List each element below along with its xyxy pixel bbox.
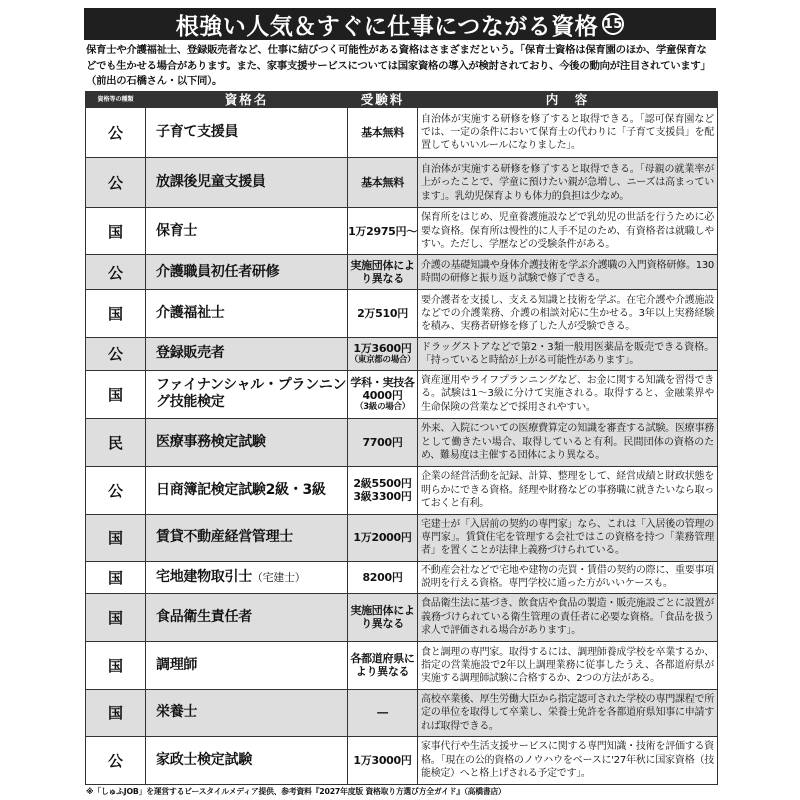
cell-kind: 国	[86, 593, 146, 641]
header-name: 資格名	[146, 92, 348, 108]
cell-description: 企業の経営活動を記録、計算、整理をして、経営成績と財政状態を明らかにできる資格。経理や財務などの事務職に就きたいなら取っておくと有利。	[418, 466, 718, 514]
cell-name	[146, 561, 348, 593]
cell-name	[146, 370, 348, 418]
cell-kind: 民	[86, 418, 146, 466]
qualification-name: 調理師	[156, 656, 198, 673]
table-row	[86, 514, 718, 561]
cell-kind: 公	[86, 108, 146, 158]
cell-name	[146, 466, 348, 514]
qualification-name: 食品衛生責任者	[156, 608, 252, 625]
cell-kind: 国	[86, 514, 146, 561]
cell-name	[146, 290, 348, 338]
table-row	[86, 338, 718, 370]
exam-fee: 実施団体により異なる	[350, 259, 415, 286]
cell-fee	[348, 290, 418, 338]
exam-fee: 各都道府県により異なる	[350, 652, 415, 679]
qualification-name: ファイナンシャル・プランニング技能検定	[156, 377, 347, 411]
table-header-row	[86, 92, 718, 108]
cell-name	[146, 641, 348, 689]
cell-fee	[348, 418, 418, 466]
cell-description: 不動産会社などで宅地や建物の売買・賃借の契約の際に、重要事項説明を行える資格。専門学校に通った方がいいケースも。	[418, 561, 718, 593]
qualification-name: 医療事務検定試験	[156, 433, 266, 450]
cell-kind: 公	[86, 466, 146, 514]
qualification-name: 介護職員初任者研修	[156, 263, 280, 280]
header-fee: 受験料	[348, 92, 418, 108]
cell-kind: 公	[86, 255, 146, 290]
exam-fee: 実施団体により異なる	[350, 604, 415, 631]
qualification-name: 栄養士	[156, 704, 198, 721]
cell-description: 自治体が実施する研修を修了すると取得できる。「母親の就業率が上がったことで、学童に預けたい親が急増し、ニーズは高まっています」。乳幼児保育よりも体力的負担は少なめ。	[418, 158, 718, 208]
exam-fee-note: （3級の場合）	[355, 402, 410, 413]
qualification-name: 登録販売者	[156, 345, 225, 362]
cell-description: 高校卒業後、厚生労働大臣から指定認可された学校の専門課程で所定の単位を取得して卒業し、栄養士免許を各都道府県知事に申請すれば取得できる。	[418, 690, 718, 737]
cell-description: 資産運用やライフプランニングなど、お金に関する知識を習得できる。試験は1～3級に分けて実施される。取得すると、金融業界や生命保険の営業などで採用されやすい。	[418, 370, 718, 418]
cell-fee	[348, 370, 418, 418]
cell-fee	[348, 208, 418, 255]
cell-kind: 国	[86, 641, 146, 689]
table-row	[86, 255, 718, 290]
cell-name	[146, 418, 348, 466]
cell-name	[146, 514, 348, 561]
cell-description: ドラッグストアなどで第2・3類一般用医薬品を販売できる資格。「持っていると時給が上がる可能性があります」。	[418, 338, 718, 370]
cell-name	[146, 690, 348, 737]
qualification-name: 家政士検定試験	[156, 751, 252, 768]
header-desc: 内 容	[418, 92, 718, 108]
exam-fee: 1万2000円	[353, 531, 412, 545]
exam-fee: 1万3000円	[353, 753, 412, 767]
qualifications-table	[85, 91, 718, 785]
cell-fee	[348, 158, 418, 208]
page-title-text: 根強い人気＆すぐに仕事につながる資格	[175, 13, 599, 40]
qualification-name: 子育て支援員	[156, 124, 239, 141]
cell-name	[146, 208, 348, 255]
qualification-name: 賃貸不動産経営管理士	[156, 529, 293, 546]
cell-kind: 国	[86, 290, 146, 338]
cell-description: 食品衛生法に基づき、飲食店や食品の製造・販売施設ごとに設置が義務づけられている衛生管理の責任者に必要な資格。「食品を扱う求人で評価される場合があります」。	[418, 593, 718, 641]
cell-fee	[348, 736, 418, 784]
table-row	[86, 466, 718, 514]
table-row	[86, 641, 718, 689]
cell-fee	[348, 593, 418, 641]
cell-kind: 国	[86, 208, 146, 255]
table-row	[86, 158, 718, 208]
cell-name	[146, 338, 348, 370]
cell-name	[146, 255, 348, 290]
qualification-name-sub: （宅建士）	[251, 570, 306, 584]
exam-fee: 2級5500円 3級3300円	[353, 477, 412, 504]
table-row	[86, 690, 718, 737]
cell-fee	[348, 641, 418, 689]
header-kind: 資格等の種類	[86, 92, 146, 108]
exam-fee: 2万510円	[357, 307, 408, 321]
cell-description: 要介護者を支援し、支える知識と技術を学ぶ。在宅介護や介護施設などでの介護業務、介護の相談対応に生かせる。3年以上実務経験を積み、実務者研修を修了した人が受験できる。	[418, 290, 718, 338]
cell-fee	[348, 690, 418, 737]
qualification-name: 保育士	[156, 222, 198, 239]
exam-fee: 1万3600円	[353, 342, 412, 356]
cell-kind: 公	[86, 158, 146, 208]
table-row	[86, 208, 718, 255]
exam-fee: 基本無料	[361, 176, 404, 190]
exam-fee: 1万2975円～	[348, 224, 417, 238]
table-row	[86, 593, 718, 641]
exam-fee: 8200円	[362, 570, 403, 584]
table-row	[86, 370, 718, 418]
exam-fee-note: （東京都の場合）	[349, 355, 416, 366]
cell-kind: 国	[86, 370, 146, 418]
cell-fee	[348, 338, 418, 370]
intro-text: 保育士や介護福祉士、登録販売者など、仕事に結びつく可能性がある資格はさまざまだという。「保育士資格は保育園のほか、学童保育などでも生かせる場合があります。また、家事支援サービスについては国家資格の導入が検討されており、今後の動向が注目されています」（前出の石橋さん・以下同）。	[86, 44, 711, 87]
qualification-name: 宅地建物取引士	[156, 568, 252, 585]
cell-kind: 公	[86, 736, 146, 784]
cell-fee	[348, 108, 418, 158]
exam-fee: 7700円	[362, 435, 403, 449]
cell-name	[146, 158, 348, 208]
cell-name	[146, 736, 348, 784]
exam-fee: 学科・実技各4000円	[350, 376, 415, 403]
exam-fee: ―	[377, 706, 388, 720]
cell-fee	[348, 514, 418, 561]
cell-description: 保育所をはじめ、児童養護施設などで乳幼児の世話を行うために必要な資格。保育所は慢性的に人手不足のため、有資格者は就職しやすい。ただし、学歴などの受験条件がある。	[418, 208, 718, 255]
qualification-name: 日商簿記検定試験2級・3級	[156, 481, 326, 498]
cell-fee	[348, 466, 418, 514]
table-row	[86, 418, 718, 466]
cell-kind: 公	[86, 338, 146, 370]
cell-description: 宅建士が「入居前の契約の専門家」なら、これは「入居後の管理の専門家」。賃貸住宅を管理する会社ではこの資格を持つ「業務管理者」を置くことが法律上義務づけられている。	[418, 514, 718, 561]
table-row	[86, 736, 718, 784]
qualification-name: 介護福祉士	[156, 305, 225, 322]
cell-description: 介護の基礎知識や身体介護技術を学ぶ介護職の入門資格研修。130時間の研修と振り返り試験で修了できる。	[418, 255, 718, 290]
cell-name	[146, 593, 348, 641]
cell-fee	[348, 255, 418, 290]
table-row	[86, 108, 718, 158]
cell-name	[146, 108, 348, 158]
cell-description: 食と調理の専門家。取得するには、調理師養成学校を卒業するか、指定の営業施設で2年以上調理業務に従事したうえ、各都道府県が実施する調理師試験に合格するか、2つの方法がある。	[418, 641, 718, 689]
cell-description: 外来、入院についての医療費算定の知識を審査する試験。医療事務として働きたい場合、取得していると有利。民間団体の資格のため、難易度は主催する団体により異なる。	[418, 418, 718, 466]
cell-kind: 国	[86, 690, 146, 737]
table-row	[86, 561, 718, 593]
exam-fee: 基本無料	[361, 126, 404, 140]
cell-description: 自治体が実施する研修を修了すると取得できる。「認可保育園などでは、一定の条件において保育士の代わりに「子育て支援員」を配置してもいいルールになりました」。	[418, 108, 718, 158]
cell-kind: 国	[86, 561, 146, 593]
footer-note: ※「しゅふJOB」を運営するビースタイルメディア提供、参考資料『2027年度版 資格取り方選び方全ガイド』（高橋書店）	[86, 787, 506, 796]
cell-description: 家事代行や生活支援サービスに関する専門知識・技術を評価する資格。「現在の公的資格のノウハウをベースに'27年秋に国家資格（技能検定）へと格上げされる予定です」。	[418, 736, 718, 784]
table-row	[86, 290, 718, 338]
qualification-name: 放課後児童支援員	[156, 174, 266, 191]
page-title	[84, 8, 716, 40]
cell-fee	[348, 561, 418, 593]
title-number-badge: 15	[602, 13, 624, 35]
